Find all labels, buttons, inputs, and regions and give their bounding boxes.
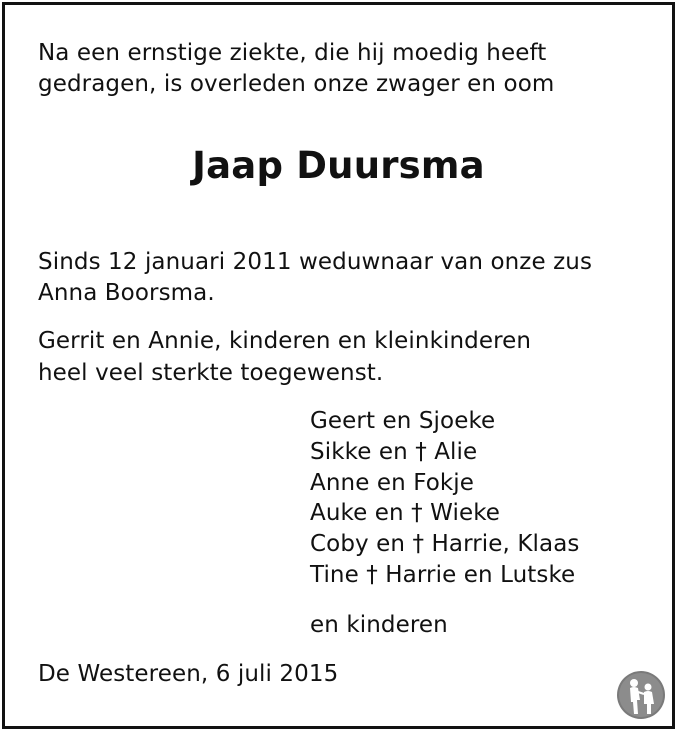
widower-line-1: Sinds 12 januari 2011 weduwnaar van onze zus [38,249,593,275]
intro-line-2: gedragen, is overleden onze zwager en oom [38,71,555,97]
family-line-3: Anne en Fokje [310,470,475,496]
wishes-line-1: Gerrit en Annie, kinderen en kleinkinderen [38,328,532,354]
family-line-1: Geert en Sjoeke [310,408,496,434]
family-line-6: Tine † Harrie en Lutske [310,562,576,588]
intro-line-1: Na een ernstige ziekte, die hij moedig heeft [38,40,547,66]
family-line-5: Coby en † Harrie, Klaas [310,531,580,557]
place-date: De Westereen, 6 juli 2015 [38,661,339,687]
memorial-figure-icon [616,670,666,720]
deceased-name: Jaap Duursma [192,144,485,187]
family-line-4: Auke en † Wieke [310,500,501,526]
family-line-2: Sikke en † Alie [310,439,478,465]
wishes-line-2: heel veel sterkte toegewenst. [38,360,384,386]
children-line: en kinderen [310,612,448,638]
widower-line-2: Anna Boorsma. [38,280,215,306]
